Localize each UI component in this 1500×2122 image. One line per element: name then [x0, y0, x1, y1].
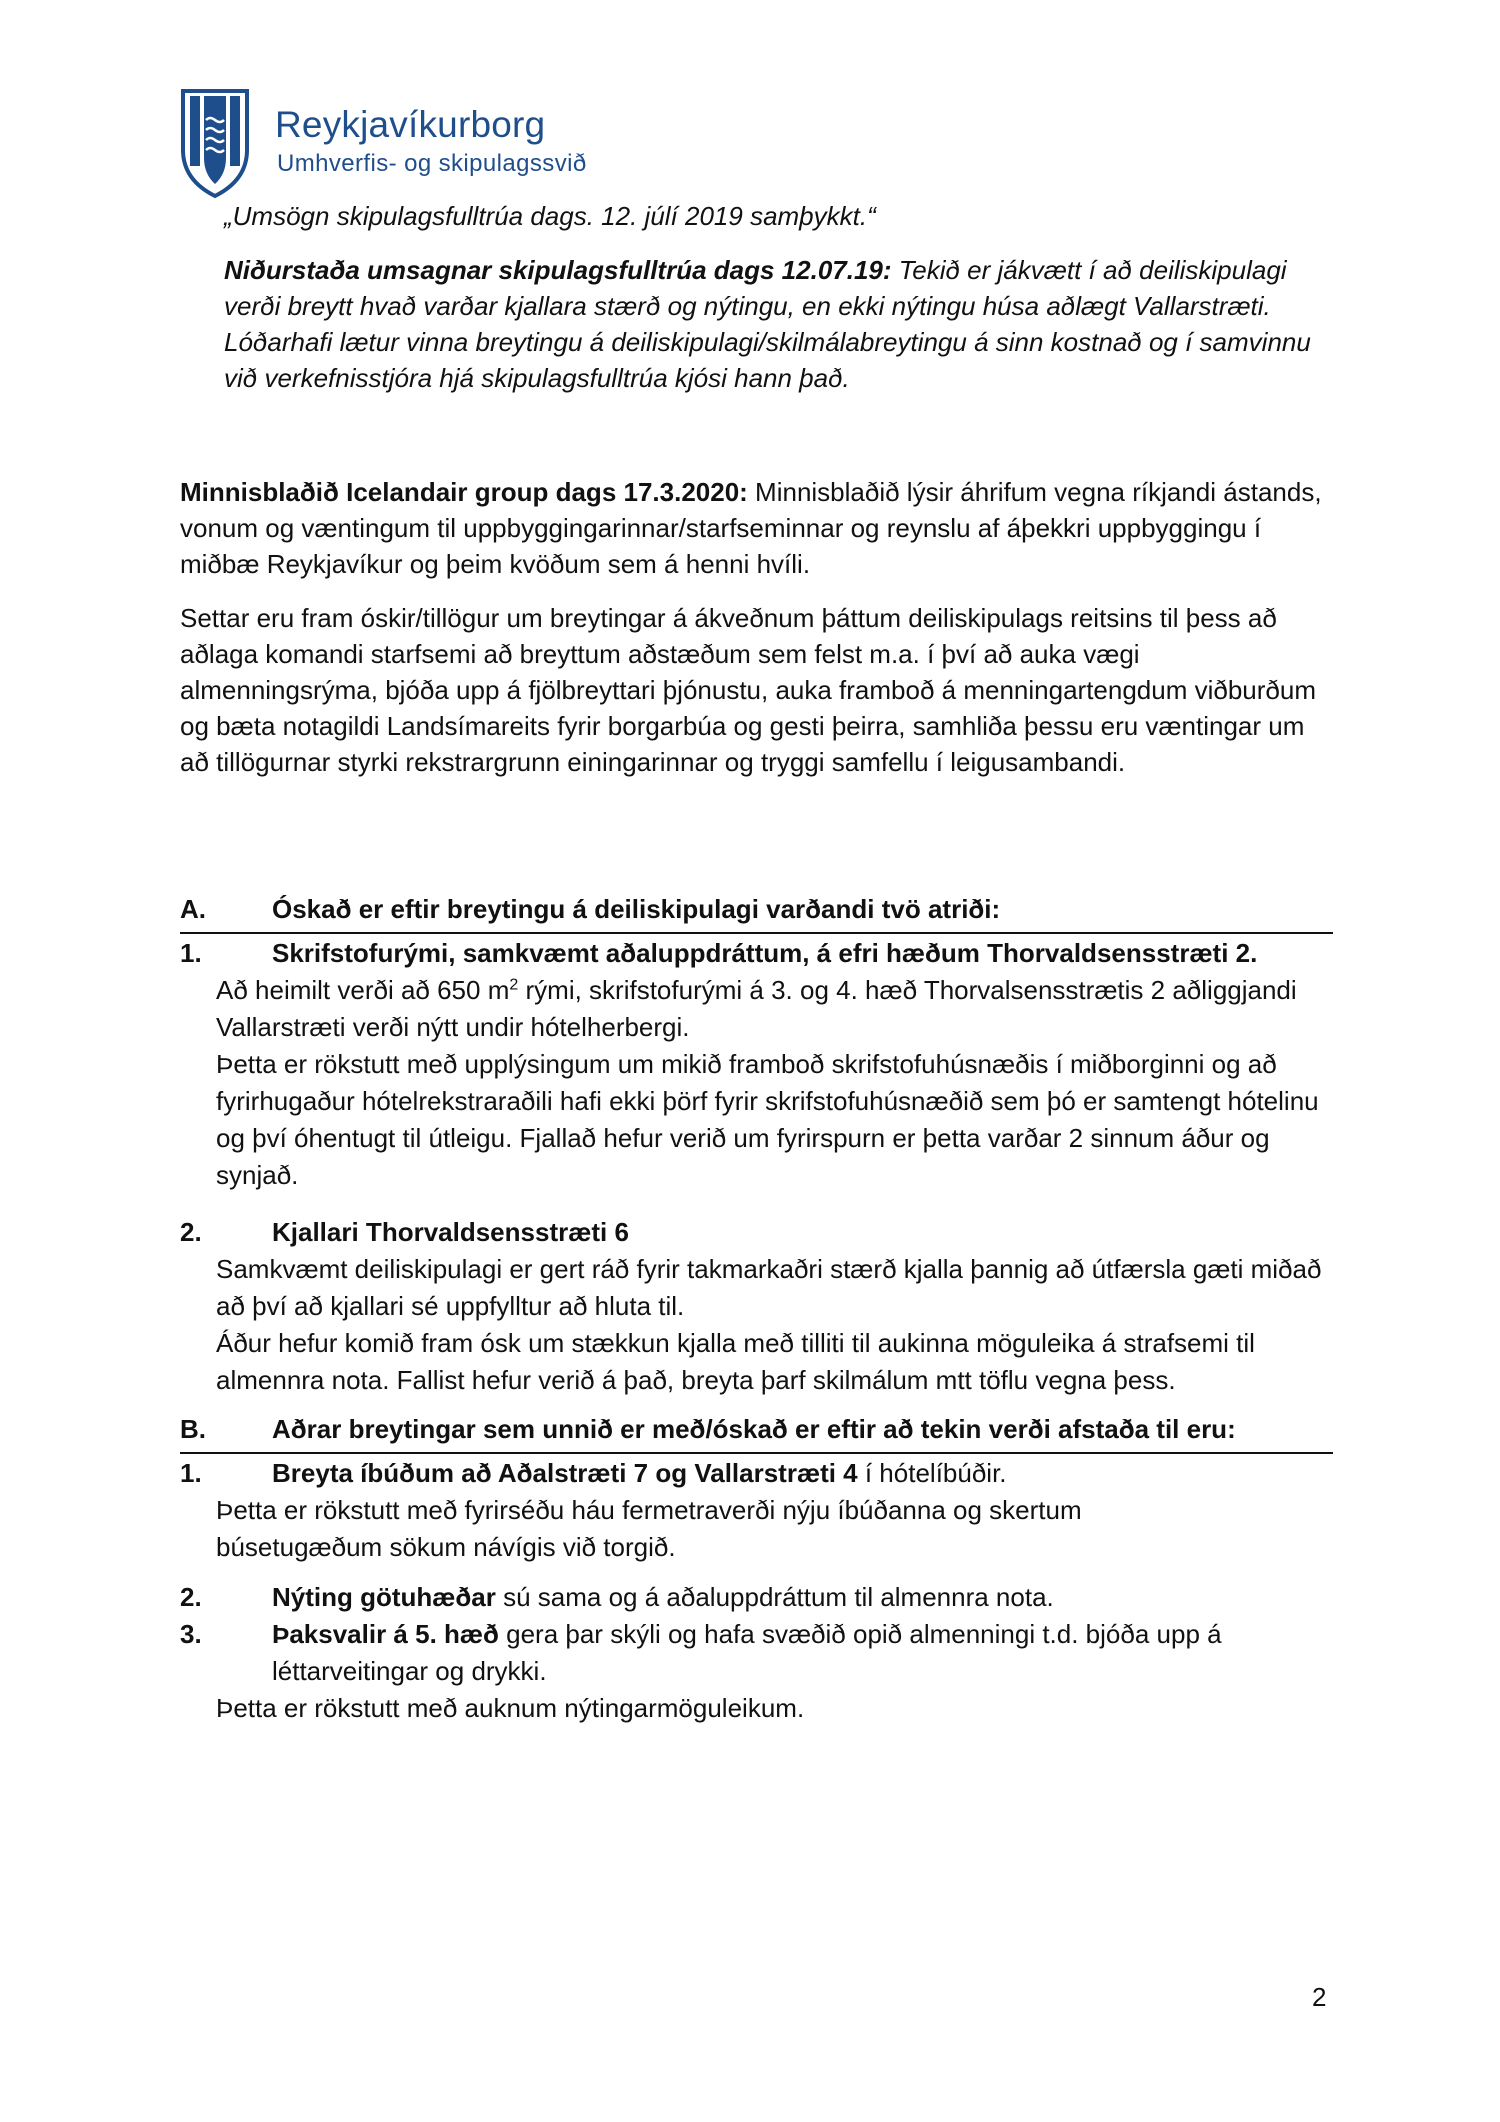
- section-title: Óskað er eftir breytingu á deiliskipulagi varðandi tvö atriði:: [272, 894, 1001, 924]
- item-text: Samkvæmt deiliskipulagi er gert ráð fyrir takmarkaðri stærð kjalla þannig að útfærsla gæti miðað að því að kjallari sé uppfylltur að hluta til.: [216, 1254, 1322, 1321]
- item-rationale: Áður hefur komið fram ósk um stækkun kjalla með tilliti til aukinna möguleika á strafsemi til almennra nota. Fallist hefur verið á það, breyta þarf skilmálum mtt töflu vegna þess.: [216, 1328, 1255, 1395]
- item-heading: [272, 1455, 1332, 1492]
- reykjavik-coat-of-arms-logo: [180, 88, 250, 200]
- item-heading-bold: Breyta íbúðum að Aðalstræti 7 og Vallarstræti 4: [272, 1458, 858, 1488]
- org-department: Umhverfis- og skipulagssvið: [277, 150, 587, 177]
- memo-label: Minnisblaðið Icelandair group dags 17.3.2020:: [180, 477, 748, 507]
- item-heading-rest: gera þar skýli og hafa svæðið opið almenningi t.d. bjóða upp á léttarveitingar og drykki.: [272, 1619, 1222, 1686]
- item-text: Að heimilt verði að 650 m: [216, 975, 510, 1005]
- section-a-item-2: [180, 1214, 1340, 1404]
- section-letter: B.: [180, 1414, 206, 1444]
- conclusion-text: Tekið er jákvætt í að deiliskipulagi verði breytt hvað varðar kjallara stærð og nýtingu, en ekki nýtingu húsa aðlægt Vallarstræti.: [224, 255, 1287, 321]
- section-a-item-1: [180, 935, 1340, 1195]
- item-number: 2.: [180, 1217, 202, 1247]
- item-heading: [272, 1579, 1332, 1616]
- conclusion-paragraph: [224, 252, 1334, 396]
- section-b-item-3: [180, 1616, 1340, 1736]
- section-b-item-1: [180, 1455, 1340, 1575]
- item-heading-bold: Þaksvalir á 5. hæð: [272, 1619, 499, 1649]
- item-body: Þetta er rökstutt með fyrirséðu háu fermetraverði nýju íbúðanna og skertum búsetugæðum sökum návígis við torgið.: [216, 1495, 1082, 1562]
- memo-paragraph: [180, 474, 1330, 582]
- item-heading-bold: Nýting götuhæðar: [272, 1582, 496, 1612]
- item-heading: Kjallari Thorvaldsensstræti 6: [272, 1217, 629, 1247]
- item-body: [216, 972, 1336, 1194]
- approval-quote: „Umsögn skipulagsfulltrúa dags. 12. júlí 2019 samþykkt.“: [224, 201, 876, 231]
- conclusion-label: Niðurstaða umsagnar skipulagsfulltrúa dags 12.07.19:: [224, 255, 892, 285]
- item-number: 2.: [180, 1582, 202, 1612]
- item-heading: [272, 1616, 1272, 1690]
- section-title: Aðrar breytingar sem unnið er með/óskað er eftir að tekin verði afstaða til eru:: [272, 1414, 1236, 1444]
- section-letter: A.: [180, 894, 206, 924]
- item-heading: Skrifstofurými, samkvæmt aðaluppdráttum, á efri hæðum Thorvaldsensstræti 2.: [272, 938, 1258, 968]
- item-number: 3.: [180, 1619, 202, 1649]
- item-body: [216, 1251, 1336, 1399]
- item-rationale: Þetta er rökstutt með upplýsingum um mikið framboð skrifstofuhúsnæðis í miðborginni og að fyrirhugaður hótelrekstraraðili hafi ekki þörf fyrir skrifstofuhúsnæðið sem þó er samtengt hótelinu og því óhentugt til útleigu. Fjallað hefur verið um fyrirspurn er þetta varðar 2 sinnum áður og synjað.: [216, 1049, 1319, 1190]
- memo-text: Minnisblaðið lýsir áhrifum vegna ríkjandi ástands, vonum og væntingum til uppbyggingarinnar/starfseminnar og reynslu af áþekkri uppbyggingu í miðbæ Reykjavíkur og þeim kvöðum sem á henni hvíli.: [180, 477, 1322, 579]
- item-heading-rest: í hótelíbúðir.: [857, 1458, 1007, 1488]
- item-body: Þetta er rökstutt með auknum nýtingarmöguleikum.: [216, 1693, 805, 1723]
- superscript: 2: [509, 976, 519, 994]
- item-text: rými, skrifstofurými á 3. og 4. hæð Thorvalsensstrætis 2 aðliggjandi Vallarstræti verði nýtt undir hótelherbergi.: [216, 975, 1297, 1042]
- page-number: 2: [1312, 1982, 1327, 2012]
- section-b-item-2: [180, 1579, 1340, 1619]
- item-number: 1.: [180, 938, 202, 968]
- lot-holder-text: Lóðarhafi lætur vinna breytingu á deiliskipulagi/skilmálabreytingu á sinn kostnað og í samvinnu við verkefnisstjóra hjá skipulagsfulltrúa kjósi hann það.: [224, 327, 1311, 393]
- proposals-paragraph: Settar eru fram óskir/tillögur um breytingar á ákveðnum þáttum deiliskipulags reitsins til þess að aðlaga komandi starfsemi að breyttum aðstæðum sem felst m.a. í því að auka vægi almenningsrýma, bjóða upp á fjölbreyttari þjónustu, auka framboð á menningartengdum viðburðum og bæta notagildi Landsímareits fyrir borgarbúa og gesti þeirra, samhliða þessu eru væntingar um að tillögurnar styrki rekstrargrunn einingarinnar og tryggi samfellu í leigusambandi.: [180, 603, 1316, 777]
- section-b-heading: [180, 1414, 1333, 1454]
- org-name: Reykjavíkurborg: [275, 104, 546, 145]
- item-number: 1.: [180, 1458, 202, 1488]
- item-heading-rest: sú sama og á aðaluppdráttum til almennra nota.: [495, 1582, 1054, 1612]
- section-a-heading: [180, 894, 1333, 934]
